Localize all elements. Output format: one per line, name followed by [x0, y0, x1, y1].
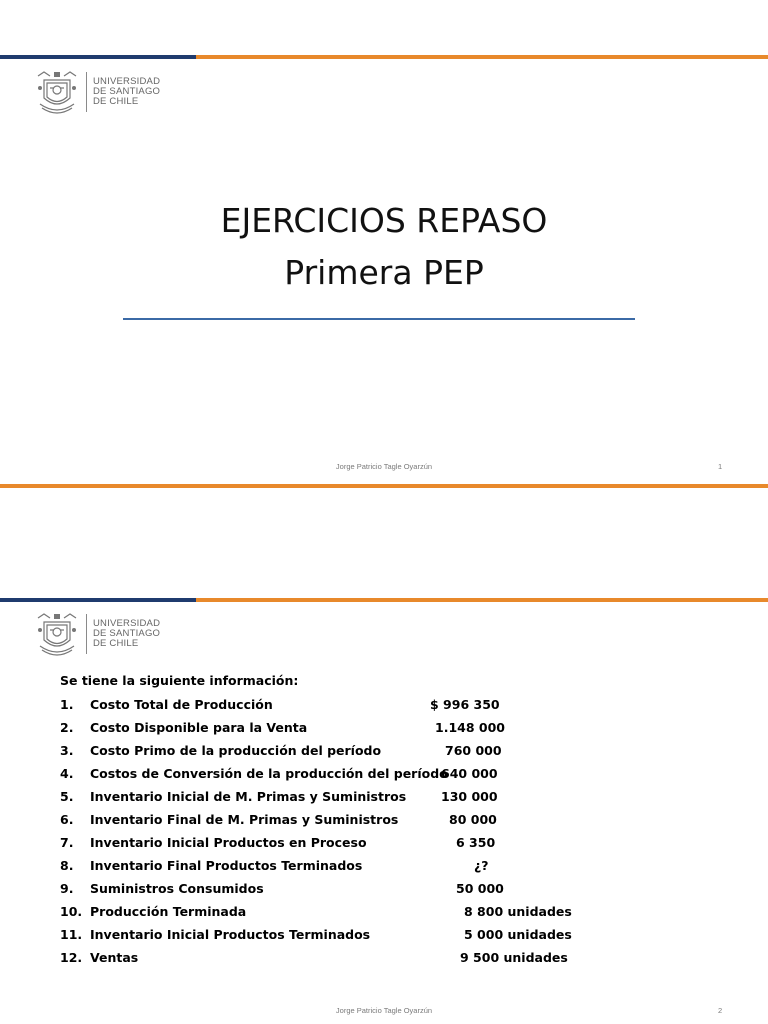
item-label: Ventas: [90, 950, 139, 965]
list-item: [60, 949, 660, 972]
list-item: [60, 903, 660, 926]
item-label: Suministros Consumidos: [90, 881, 264, 896]
item-value: 9 500 unidades: [460, 950, 568, 965]
university-logo: [32, 610, 182, 660]
list-item: [60, 811, 660, 834]
item-label: Inventario Final de M. Primas y Suministros: [90, 812, 399, 827]
title-underline: [123, 318, 635, 320]
list-item: [60, 719, 660, 742]
item-value: ¿?: [474, 858, 489, 873]
item-value: 5 000 unidades: [464, 927, 572, 942]
page-number: 1: [718, 462, 723, 471]
item-value: 50 000: [456, 881, 504, 896]
item-label: Costo Total de Producción: [90, 697, 273, 712]
item-value: 8 800 unidades: [464, 904, 572, 919]
university-name-line2: DE SANTIAGO: [93, 628, 161, 639]
item-label: Inventario Final Productos Terminados: [90, 858, 363, 873]
slide-title: [0, 195, 768, 299]
university-name-line1: UNIVERSIDAD: [93, 76, 161, 87]
page-number: 2: [718, 1006, 723, 1015]
item-number: 9.: [60, 881, 74, 896]
item-number: 12.: [60, 950, 83, 965]
university-name-line3: DE CHILE: [93, 96, 139, 107]
list-item: [60, 857, 660, 880]
slide-1: [0, 0, 768, 488]
item-label: Inventario Inicial Productos Terminados: [90, 927, 371, 942]
item-label: Inventario Inicial Productos en Proceso: [90, 835, 367, 850]
university-name-line1: UNIVERSIDAD: [93, 618, 161, 629]
item-number: 1.: [60, 697, 74, 712]
top-bar-blue: [0, 598, 196, 602]
university-name-line3: DE CHILE: [93, 638, 139, 649]
item-number: 8.: [60, 858, 74, 873]
item-label: Costo Disponible para la Venta: [90, 720, 308, 735]
item-number: 10.: [60, 904, 83, 919]
list-item: [60, 926, 660, 949]
footer-author: Jorge Patricio Tagle Oyarzún: [335, 1006, 433, 1015]
top-bar-blue: [0, 55, 196, 59]
top-accent-bar: [0, 55, 768, 59]
list-item: [60, 696, 660, 719]
logo-divider: [86, 72, 87, 112]
item-number: 4.: [60, 766, 74, 781]
slide-2: [0, 543, 768, 1024]
university-crest-icon: [32, 68, 82, 118]
university-crest-icon: [32, 610, 82, 660]
logo-divider: [86, 614, 87, 654]
item-number: 5.: [60, 789, 74, 804]
title-line-1: EJERCICIOS REPASO: [220, 201, 548, 240]
item-value: $ 996 350: [430, 697, 500, 712]
list-item: [60, 765, 660, 788]
top-bar-orange: [196, 55, 768, 59]
item-value: 6 350: [456, 835, 496, 850]
title-line-2: Primera PEP: [284, 253, 484, 292]
top-accent-bar: [0, 598, 768, 602]
item-number: 2.: [60, 720, 74, 735]
item-number: 3.: [60, 743, 74, 758]
item-value: 640 000: [441, 766, 498, 781]
item-number: 11.: [60, 927, 83, 942]
item-label: Inventario Inicial de M. Primas y Suministros: [90, 789, 407, 804]
item-label: Producción Terminada: [90, 904, 247, 919]
list-item: [60, 834, 660, 857]
item-number: 6.: [60, 812, 74, 827]
list-item: [60, 742, 660, 765]
footer-author: Jorge Patricio Tagle Oyarzún: [335, 462, 433, 471]
item-value: 760 000: [445, 743, 502, 758]
item-value: 1.148 000: [435, 720, 505, 735]
university-logo: [32, 68, 182, 118]
item-label: Costo Primo de la producción del período: [90, 743, 382, 758]
list-item: [60, 788, 660, 811]
intro-text: Se tiene la siguiente información:: [60, 673, 299, 688]
item-value: 80 000: [449, 812, 497, 827]
bottom-accent-bar: [0, 484, 768, 488]
top-bar-orange: [196, 598, 768, 602]
university-name: [93, 77, 160, 107]
university-name-line2: DE SANTIAGO: [93, 86, 161, 97]
list-item: [60, 880, 660, 903]
item-label: Costos de Conversión de la producción del período: [90, 766, 448, 781]
item-value: 130 000: [441, 789, 498, 804]
item-number: 7.: [60, 835, 74, 850]
information-list: [60, 696, 660, 972]
university-name: [93, 619, 160, 649]
